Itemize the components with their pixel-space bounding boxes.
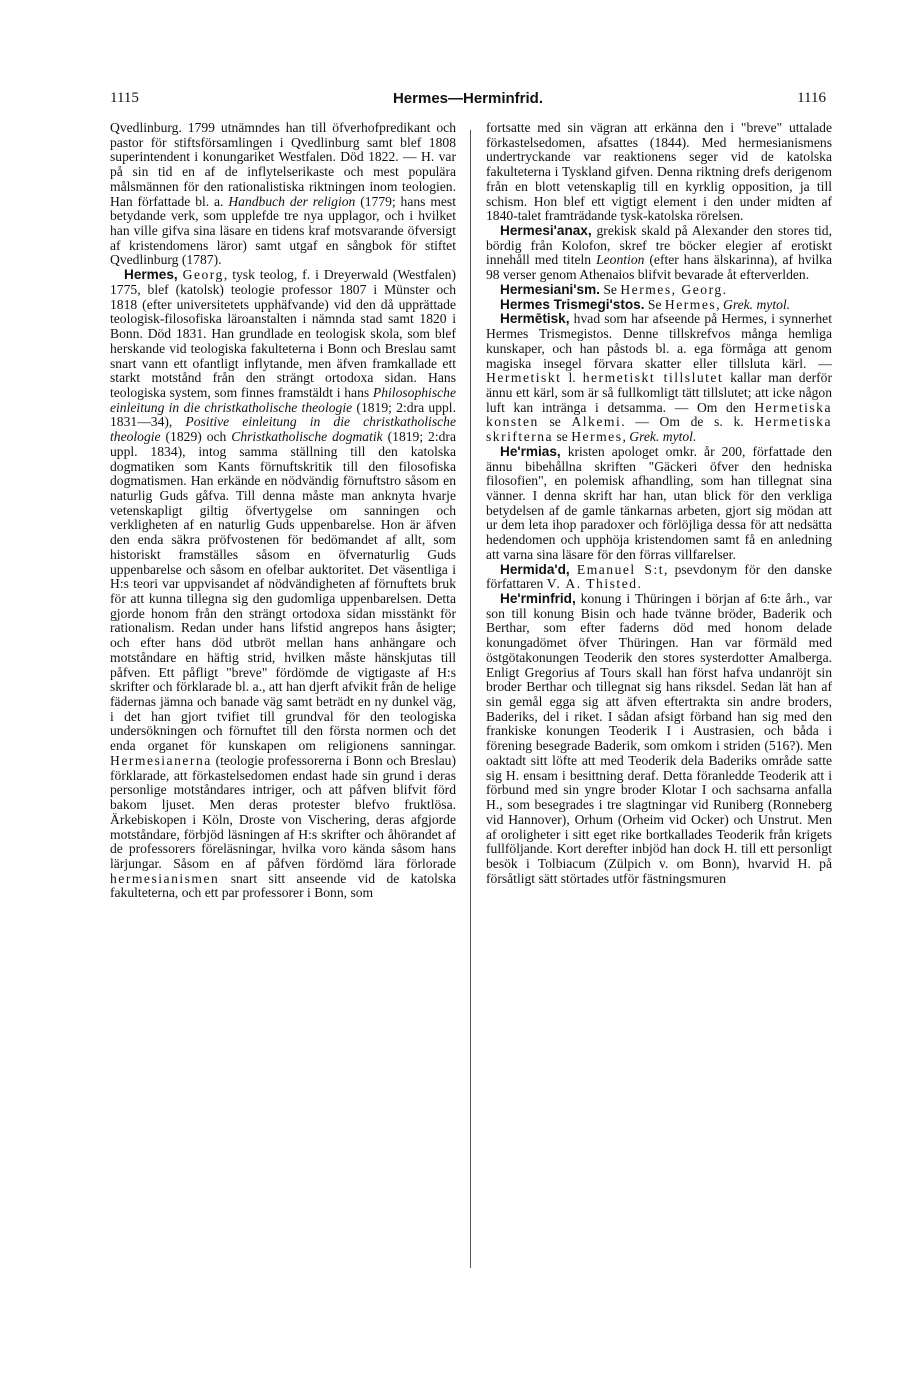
entry-headword: Hermes Trismegi'stos. [500,296,645,312]
body-text: . — Om de s. k. [621,414,755,430]
entry-headword: Hermida'd, [500,561,570,577]
dictionary-entry [486,312,832,444]
body-text: se [553,429,572,445]
continued-paragraph [486,121,832,224]
dictionary-entry [486,445,832,563]
body-text: , [622,429,630,445]
spaced-text: Emanuel S:t [576,561,664,577]
body-text: . [722,281,727,297]
italic-text: Philosophische einleitung in die christkatholische theologie [110,384,456,415]
body-text: se [538,414,572,430]
entry-headword: Hermesiani'sm. [500,281,600,297]
body-text: l. [561,370,583,386]
body-text: , [716,296,723,312]
dictionary-entry [486,592,832,886]
spaced-text: Alkemi [571,414,622,430]
body-text: snart sitt anseende vid de katolska fakulteterna, och ett par professorer i Bonn, som [110,870,456,901]
body-text: kallar man derför ännu ett kärl, som är så fullkomligt tätt tillslutet; att icke någon luft kan intränga i detsamma. — Om den [486,370,832,415]
right-column [486,121,832,886]
body-text: grekisk skald på Alexander den stores tid, bördig från Kolofon, skref tre böcker elegier af erotiskt innehåll med titeln [486,223,832,268]
left-column [110,121,456,901]
body-text: (1819; 2:dra uppl. 1834), intog samma ställning till den katolska dogmatiken som Kants förnuftskritik till den filosofiska dogmatismen. Han erkände en nödvändig förnuftstro såsom en naturlig Guds gåfva. Till denna måste man anknyta hvarje vetenskapligt giltig öfvertygelse om sanningen och verkligheten af en naturlig Guds uppenbarelse. Hon är äfven den enda säkra pröfvostenen för bedömandet af allt, som historiskt framställes såsom en öfvernaturlig Guds uppenbarelse och såsom en ofelbar auktoritet. Det väsentliga i H:s teori var uppvisandet af nödvändigheten af förnuftets bruk för att kunna tillegna sig den gudomliga uppenbarelsen. Detta gjorde honom från den strängt ortodoxa sidan misstänkt för rationalism. Redan under hans lifstid angrepos hans åsigter; och efter hans död utbröt mellan hans anhängare och motståndare en häftig strid, hvilken måste hänskjutas till påfven. Ett påfligt "breve" fördömde de vigtigaste af H:s skrifter och förklarade bl. a., att han djerft afvikit från de helige fädernas jämna och banade väg samt beträdt en ny dunkel väg, i det han gjort tvifiet till grundval för den teologiska undersökningen och förnuftet till den första normen och det enda organet för kunskapen om religionens sanningar. [110,429,456,754]
dictionary-entry [110,268,456,901]
body-text: konung i Thüringen i början af 6:te årh., var son till konung Bisin och hade tvänne bröder, Baderik och Berthar, som efter faderns död med honom delade konungadömet öfver Thüringen. Han var förmäld med östgötakonungen Teoderik den stores systerdotter Amalberga. Enligt Gregorius af Tours skall han först hafva undanröjt sin broder Berthar och tillegnat sig hans riksdel. Sedan lät han af sin gemål egga sig att äfven eftertrakta sin andre broders, Baderiks, del i riket. I sådan afsigt förband han sig med den frankiske konungen Teoderik I i Austrasien, och båda i förening besegrade Baderik, som omkom i striden (516?). Men oaktadt sitt löfte att med Teoderik dela Baderiks område satte sig H. ensam i besittning deraf. Detta föranledde Teoderik att i förbund med sin yngre broder Klotar I och sachsarna anfalla H., som besegrades i tre slagtningar vid Runiberg (Ronneberg vid Hannover), Orhum (Orheim vid Ocker) och Unstrut. Men af oroligheter i sitt eget rike bortkallades Teoderik från krigets fullföljande. Kort derefter inbjöd han dock H. till ett personligt besök i Tolbiacum (Zülpich v. om Bonn), hvarvid H. på försåtligt sätt störtades utför fästningsmuren [486,591,832,886]
entry-headword: Hermes, [124,267,178,283]
body-text: Se [599,281,621,297]
spaced-text: Hermes [664,296,717,312]
entry-headword: Hermesi'anax, [500,223,592,239]
entry-headword: Hermētisk, [500,311,570,327]
body-text: (efter hans älskarinna), af hvilka 98 verser genom Athenaios blifvit bevarade åt efterverlden. [486,252,832,283]
page-number-left: 1115 [110,90,139,106]
body-text: Se [644,296,665,312]
italic-text: Leontion [596,252,645,268]
body-text: (1829) och [160,429,232,445]
spaced-text: Hermes [571,429,623,445]
body-text: (1819; 2:dra uppl. 1831—34), [110,399,456,430]
body-text: hvad som har afseende på Hermes, i synnerhet Hermes Trismegistos. Denne tillskrefvos många hemliga kunskaper, och han påstods bl. a. ega förmåga att genom magiska insegel förvara skatter eller tillsluta kärl. — [486,311,832,371]
dictionary-entry [486,563,832,592]
body-text: (teologie professorerna i Bonn och Breslau) förklarade, att förkastelsedomen endast hade sin grund i deras personlige motståndares intriger, och att påfven blifvit förd bakom ljuset. Men deras protester blefvo fruktlösa. Ärkebiskopen i Köln, Droste von Vischering, deras afgjorde motståndare, förbjöd läsningen af H:s skrifter och åhörandet af de professorers föreläsningar, hvilka voro kända såsom hans lärjungar. Såsom en af påfven fördömd lära förlorade [110,752,456,871]
dictionary-entry [486,224,832,283]
italic-text: Positive einleitung in die christkatholische theologie [110,414,456,445]
italic-text: Grek. mytol. [629,429,697,445]
body-text: fortsatte med sin vägran att erkänna den i "breve" uttalade förkastelsedomen, afsattes (1844). Med hermesianismens undertryckande var reaktionens seger vid de katolska fakulteterna i Tyskland gifven. Denna riktning drefs derigenom från en blott vetenskaplig till en kyrklig opposition, ja till schism. Hon blef ett vigtigt element i den under midten af 1840-talet framträdande tysk-katolska rörelsen. [486,120,832,224]
continued-paragraph [110,121,456,268]
spaced-text: Hermes, Georg [620,281,723,297]
spaced-text: Georg [182,267,224,283]
body-text: . [637,576,641,592]
body-text [570,562,577,577]
page-number-right: 1116 [797,90,826,106]
dictionary-entry [486,283,832,298]
entry-headword: He'rmias, [500,443,561,459]
spaced-text: V. A. Thisted [546,576,638,592]
italic-text: Handbuch der religion [228,193,356,209]
italic-text: Grek. mytol. [723,296,791,312]
italic-text: Christkatholische dogmatik [231,429,383,445]
body-text: (1779; hans mest betydande verk, som upplefde tre nya upplagor, och i hvilket han ville gifva sina läsare en tidens kraf motsvarande öfversigt af kristendomens läror) samt utgaf en sångbok för stiftet Qvedlinburg (1787). [110,193,457,268]
column-divider [470,130,471,1268]
running-title: Hermes—Herminfrid. [392,90,544,107]
body-text: Qvedlinburg. 1799 utnämndes han till öfverhofpredikant och pastor för stiftsförsamlingen i Qvedlinburg samt blef 1808 superintendent i konungariket Westfalen. Död 1822. — H. var på sin tid en af de inflytelserikaste och mest populära målsmännen för den rationalistiska riktningen inom teologien. Han författade bl. a. [110,120,456,209]
body-text: , psevdonym för den danske författaren [486,561,832,592]
dictionary-entry [486,298,832,313]
body-text: , tysk teolog, f. i Dreyerwald (Westfalen) 1775, blef (katolsk) teologie professor 1807 i Münster och 1818 (efter universitetets upphäfvande) vid den då upprättade teologisk-filosofiska läroanstalten i nämnda stad samt 1820 i Bonn. Död 1831. Han grundlade en teologisk skola, som blef herskande vid teologiska fakulteterna i Bonn och Breslau samt snart vann ett ofantligt inflytande, men äfven framkallade ett starkt motstånd från den strängt ortodoxa sidan. Hans teologiska system, som finnes framstäldt i hans [110,267,456,400]
spaced-text: hermetiskt tillslutet [582,370,724,386]
body-text: kristen apologet omkr. år 200, författade den ännu bibehållna skriften "Gäckeri öfver den hedniska filosofien", en polemisk afhandling, som han tillegnat sina vänner. I denna skrift har han, utan blick för den verkliga betydelsen af de gamle tänkarnas arbeten, gjort sig mödan att ur dem leta ihop paradoxer och förlöjliga dessa för att nedsätta hedendomen och upphöja kristendomen samt få en anledning att varna sina läsare för den förras villfarelser. [486,443,832,562]
spaced-text: Hermesianerna [110,752,212,768]
entry-headword: He'rminfrid, [500,591,576,606]
page-header [110,90,826,112]
spaced-text: Hermetiska konsten [486,399,832,430]
spaced-text: Hermetiska skrifterna [486,414,832,445]
spaced-text: Hermetiskt [486,370,562,386]
spaced-text: hermesianismen [110,870,220,886]
